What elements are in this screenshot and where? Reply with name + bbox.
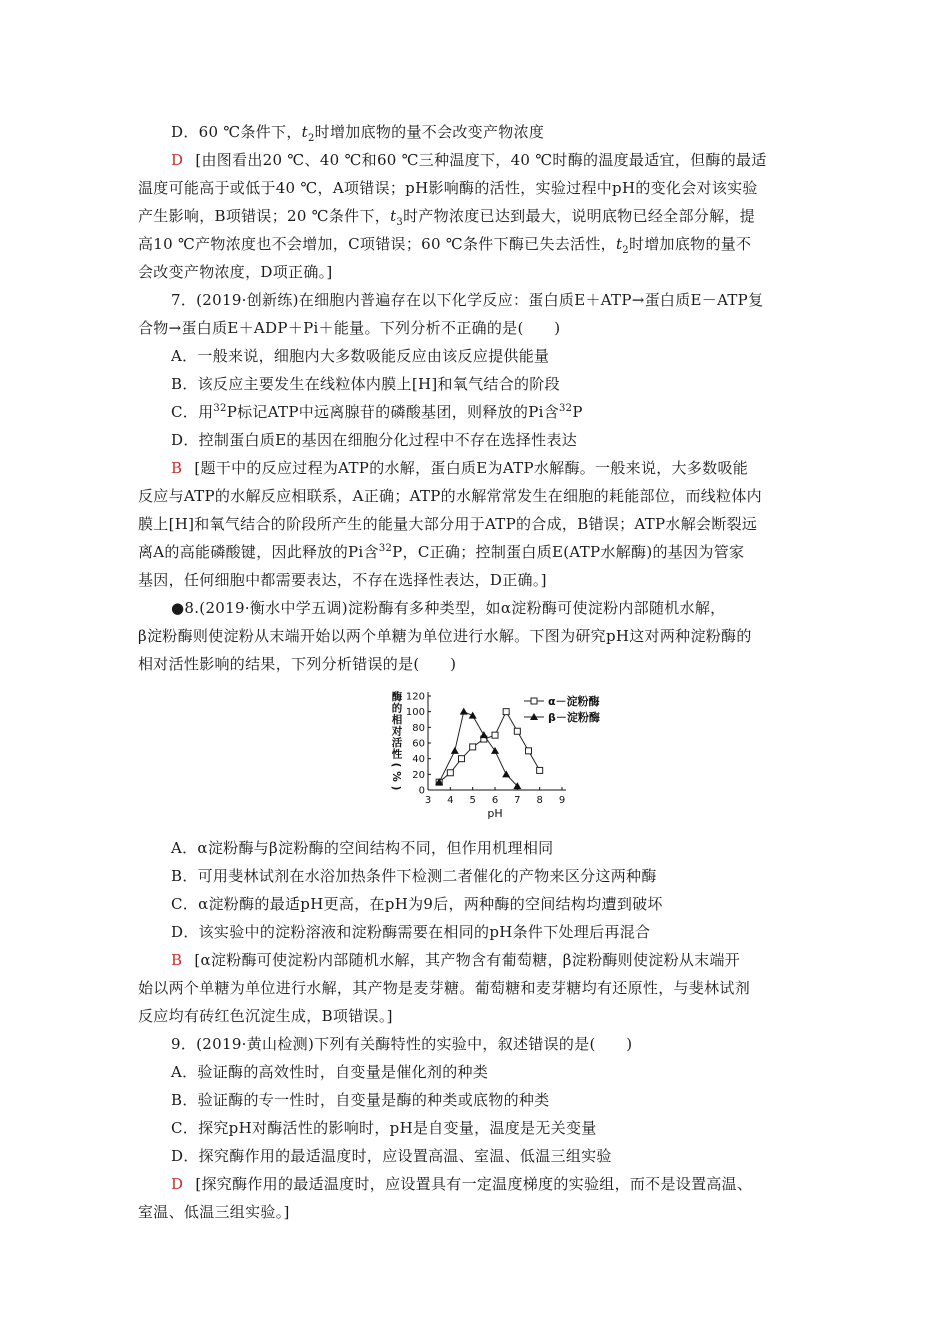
data-point-beta: [502, 770, 510, 777]
text-segment: 会改变产物浓度，D项正确。]: [138, 263, 333, 281]
text-line-l20: [138, 654, 456, 674]
subscript: 2: [308, 133, 315, 144]
data-point-alpha: [492, 732, 498, 738]
y-tick-label: 20: [412, 769, 425, 781]
text-line-l27: [138, 1006, 393, 1026]
text-line-l01: [171, 122, 544, 142]
text-segment: 室温、低温三组实验。]: [138, 1203, 290, 1221]
text-segment: A．一般来说，细胞内大多数吸能反应由该反应提供能量: [171, 347, 550, 365]
y-tick-label: 80: [412, 722, 425, 734]
y-tick-label: 40: [412, 754, 425, 766]
text-segment: [题干中的反应过程为ATP的水解，蛋白质E为ATP水解酶。一般来说，大多数吸能: [194, 459, 749, 477]
y-axis-label-char: ): [390, 785, 402, 791]
text-line-l11: [171, 402, 583, 422]
text-line-l02: [171, 150, 767, 170]
text-segment: D．该实验中的淀粉溶液和淀粉酶需要在相同的pH条件下处理后再混合: [171, 923, 651, 941]
text-segment: B．可用斐林试剂在水浴加热条件下检测二者催化的产物来区分这两种酶: [171, 867, 657, 885]
text-segment: ●8.(2019·衡水中学五调)淀粉酶有多种类型，如α淀粉酶可使淀粉内部随机水解，: [171, 599, 726, 617]
superscript: 32: [378, 543, 393, 554]
data-point-beta: [451, 747, 459, 754]
text-line-l28: [171, 1034, 632, 1054]
text-line-l09: [171, 346, 549, 366]
text-segment: P标记ATP中远离腺苷的磷酸基团，则释放的Pi含: [226, 403, 560, 421]
answer-letter: D: [171, 151, 184, 169]
text-line-l30: [171, 1090, 550, 1110]
text-line-l29: [171, 1062, 488, 1082]
text-line-l17: [138, 570, 547, 590]
text-line-l16: [138, 542, 744, 562]
text-line-l13: [171, 458, 748, 478]
data-point-alpha: [514, 728, 520, 734]
text-segment: 高10 ℃产物浓度也不会增加，C项错误；60 ℃条件下酶已失去活性，: [138, 235, 616, 253]
text-line-l33: [171, 1174, 752, 1194]
text-line-l18: [171, 598, 725, 618]
y-axis-label-char: 酶: [391, 691, 403, 703]
text-segment: 温度可能高于或低于40 ℃，A项错误；pH影响酶的活性，实验过程中pH的变化会对该实验: [138, 179, 758, 197]
text-segment: 始以两个单糖为单位进行水解，其产物是麦芽糖。葡萄糖和麦芽糖均有还原性，与斐林试剂: [138, 979, 751, 997]
data-point-beta: [491, 747, 499, 754]
text-segment: [α淀粉酶可使淀粉内部随机水解，其产物含有葡萄糖，β淀粉酶则使淀粉从末端开: [194, 951, 741, 969]
text-segment: A．α淀粉酶与β淀粉酶的空间结构不同，但作用机理相同: [171, 839, 554, 857]
text-segment: 膜上[H]和氧气结合的阶段所产生的能量大部分用于ATP的合成，B错误；ATP水解会断裂远: [138, 515, 758, 533]
data-point-alpha: [470, 744, 476, 750]
text-segment: C．用: [171, 403, 214, 421]
data-point-alpha: [459, 756, 465, 762]
text-segment: 时增加底物的量不: [628, 235, 752, 253]
subscript: 3: [396, 217, 404, 228]
y-axis-label-char: %: [390, 771, 402, 782]
x-tick-label: 5: [469, 795, 476, 806]
y-tick-label: 100: [405, 707, 425, 719]
y-axis-label-char: 活: [391, 737, 403, 749]
text-line-l22: [171, 866, 657, 886]
text-line-l19: [138, 626, 752, 646]
text-segment: C．α淀粉酶的最适pH更高，在pH为9后，两种酶的空间结构均遭到破坏: [171, 895, 663, 913]
italic-variable: t: [301, 123, 308, 141]
text-line-l07: [171, 290, 763, 310]
text-line-l04: [138, 206, 755, 226]
text-segment: P: [572, 403, 583, 421]
text-line-l26: [138, 978, 750, 998]
text-segment: P，C正确；控制蛋白质E(ATP水解酶)的基因为管家: [392, 543, 745, 561]
text-segment: D．控制蛋白质E的基因在细胞分化过程中不存在选择性表达: [171, 431, 578, 449]
text-segment: 9．(2019·黄山检测)下列有关酶特性的实验中，叙述错误的是( ): [171, 1035, 633, 1053]
text-segment: 相对活性影响的结果，下列分析错误的是( ): [138, 655, 457, 673]
text-segment: A．验证酶的高效性时，自变量是催化剂的种类: [171, 1063, 489, 1081]
text-line-l10: [171, 374, 560, 394]
text-segment: 合物→蛋白质E＋ADP＋Pi＋能量。下列分析不正确的是( ): [138, 319, 561, 337]
x-tick-label: 4: [447, 795, 454, 806]
legend-marker-square: [531, 698, 537, 704]
text-segment: 离A的高能磷酸键，因此释放的Pi含: [138, 543, 379, 561]
text-line-l24: [171, 922, 650, 942]
text-line-l06: [138, 262, 333, 282]
text-segment: D．探究酶作用的最适温度时，应设置高温、室温、低温三组实验: [171, 1147, 612, 1165]
text-segment: 产生影响，B项错误；20 ℃条件下，: [138, 207, 391, 225]
y-tick-label: 60: [412, 738, 425, 750]
x-tick-label: 8: [536, 795, 543, 806]
text-line-l15: [138, 514, 757, 534]
text-line-l14: [138, 486, 762, 506]
data-point-beta: [480, 731, 488, 738]
text-line-l25: [171, 950, 740, 970]
superscript: 32: [559, 403, 573, 414]
text-line-l23: [171, 894, 663, 914]
x-tick-label: 6: [491, 795, 499, 806]
x-tick-label: 3: [424, 795, 432, 806]
text-segment: [探究酶作用的最适温度时，应设置具有一定温度梯度的实验组，而不是设置高温、: [195, 1175, 753, 1193]
y-tick-label: 0: [418, 785, 425, 797]
text-segment: 反应与ATP的水解反应相联系，A正确；ATP的水解常常发生在细胞的耗能部位，而线粒体内: [138, 487, 762, 505]
text-segment: [由图看出20 ℃、40 ℃和60 ℃三种温度下，40 ℃时酶的温度最适宜，但酶的最适: [195, 151, 767, 169]
text-segment: 反应均有砖红色沉淀生成，B项错误。]: [138, 1007, 393, 1025]
text-segment: 7．(2019·创新练)在细胞内普遍存在以下化学反应：蛋白质E＋ATP→蛋白质E－ATP复: [171, 291, 764, 309]
text-segment: B．验证酶的专一性时，自变量是酶的种类或底物的种类: [171, 1091, 550, 1109]
text-line-l31: [171, 1118, 597, 1138]
data-point-beta: [469, 712, 477, 719]
text-line-l08: [138, 318, 560, 338]
text-line-l05: [138, 234, 751, 254]
data-point-alpha: [537, 767, 543, 773]
text-segment: 基因，任何细胞中都需要表达，不存在选择性表达，D正确。]: [138, 571, 547, 589]
data-point-beta: [460, 708, 468, 715]
ph-activity-chart: [384, 686, 624, 832]
data-point-alpha: [503, 709, 509, 715]
y-axis-label-char: (: [390, 762, 402, 768]
x-tick-label: 9: [558, 795, 566, 806]
text-line-l34: [138, 1202, 290, 1222]
data-point-alpha: [526, 748, 532, 754]
text-line-l12: [171, 430, 577, 450]
text-line-l32: [171, 1146, 612, 1166]
text-segment: C．探究pH对酶活性的影响时，pH是自变量，温度是无关变量: [171, 1119, 597, 1137]
answer-letter: D: [171, 1175, 184, 1193]
y-axis-label-char: 相: [391, 714, 403, 726]
text-segment: β淀粉酶则使淀粉从末端开始以两个单糖为单位进行水解。下图为研究pH这对两种淀粉酶的: [138, 627, 752, 645]
y-axis-label-char: 对: [391, 725, 403, 738]
text-segment: D．60 ℃条件下，: [171, 123, 302, 141]
text-line-l21: [171, 838, 553, 858]
y-axis-label-char: 的: [391, 702, 403, 715]
superscript: 32: [213, 403, 227, 414]
italic-variable: t: [615, 235, 623, 253]
italic-variable: t: [390, 207, 397, 225]
text-segment: 时增加底物的量不会改变产物浓度: [314, 123, 545, 141]
y-axis-label-char: 性: [391, 748, 403, 761]
y-tick-label: 120: [405, 691, 425, 703]
x-axis-label: pH: [487, 807, 503, 820]
data-point-alpha: [447, 770, 453, 776]
text-segment: B．该反应主要发生在线粒体内膜上[H]和氧气结合的阶段: [171, 375, 560, 393]
text-line-l03: [138, 178, 758, 198]
x-tick-label: 7: [514, 795, 521, 806]
text-segment: 时产物浓度已达到最大，说明底物已经全部分解，提: [403, 207, 755, 225]
legend-label: α－淀粉酶: [548, 695, 600, 708]
answer-letter: B: [171, 459, 183, 477]
series-line-alpha: [439, 712, 540, 783]
legend-label: β－淀粉酶: [548, 711, 600, 724]
answer-letter: B: [171, 951, 183, 969]
subscript: 2: [622, 245, 629, 256]
